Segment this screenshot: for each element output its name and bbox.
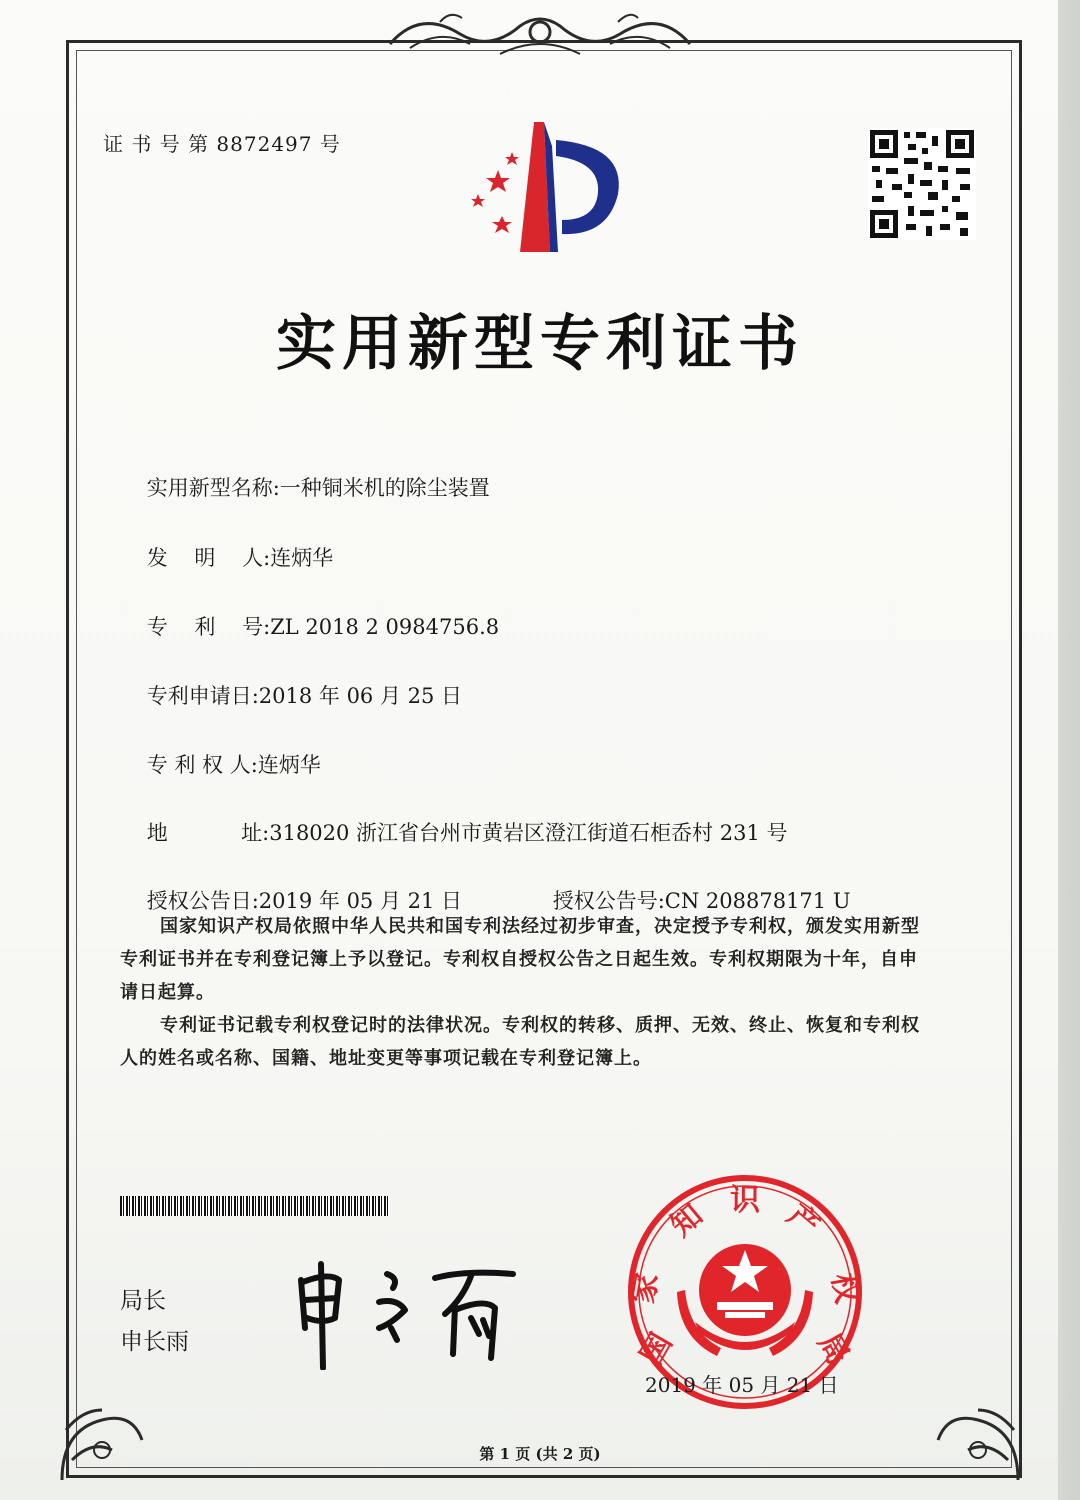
field-patent-number	[120, 587, 499, 665]
field-inventor	[120, 518, 333, 596]
field-application-date	[120, 656, 462, 734]
handwritten-signature-icon	[295, 1258, 525, 1370]
field-label: 地 址:	[146, 821, 270, 845]
field-label: 实用新型名称:	[146, 476, 280, 500]
seal-char: 局	[810, 1327, 856, 1371]
field-address	[120, 793, 788, 871]
background-edge	[1058, 0, 1080, 1500]
patent-office-logo-icon	[458, 116, 628, 258]
field-label: 专 利 权 人:	[146, 753, 258, 777]
legal-paragraph-1: 国家知识产权局依照中华人民共和国专利法经过初步审查，决定授予专利权，颁发实用新型专利证书并在专利登记簿上予以登记。专利权自授权公告之日起生效。专利权期限为十年，自申请日起算。	[120, 916, 920, 1003]
field-label: 发 明 人:	[146, 546, 271, 570]
field-label: 授权公告号:	[552, 889, 665, 913]
field-value: 一种铜米机的除尘装置	[279, 476, 490, 500]
seal-char: 权	[824, 1270, 865, 1307]
field-patentee	[120, 725, 321, 803]
director-title: 局长	[120, 1288, 166, 1314]
legal-paragraph-2: 专利证书记载专利权登记时的法律状况。专利权的转移、质押、无效、终止、恢复和专利权人的姓名或名称、国籍、地址变更等事项记载在专利登记簿上。	[120, 1015, 920, 1069]
seal-char: 产	[780, 1197, 826, 1244]
field-value: 2019 年 05 月 21 日	[258, 889, 463, 913]
certificate-number: 证 书 号 第 8872497 号	[103, 132, 341, 156]
corner-ornament-right-icon	[918, 1390, 1028, 1490]
field-value: 连炳华	[257, 753, 321, 777]
seal-char: 知	[664, 1197, 710, 1244]
field-utility-model-name	[120, 448, 490, 526]
certificate-title: 实用新型专利证书	[276, 309, 804, 379]
page-number: 第 1 页 (共 2 页)	[479, 1445, 601, 1463]
seal-date: 2019 年 05 月 21 日	[645, 1373, 839, 1397]
corner-ornament-left-icon	[52, 1390, 162, 1490]
seal-char: 家	[625, 1270, 666, 1307]
qr-code-icon	[868, 128, 976, 240]
field-value: 连炳华	[270, 546, 334, 570]
seal-char: 国	[634, 1327, 680, 1371]
top-ornament-icon	[380, 4, 700, 66]
field-label: 专利申请日:	[146, 684, 259, 708]
field-value: 318020 浙江省台州市黄岩区澄江街道石柜岙村 231 号	[269, 821, 788, 845]
field-value: 2018 年 06 月 25 日	[258, 684, 463, 708]
field-label: 授权公告日:	[146, 889, 259, 913]
field-label: 专 利 号:	[146, 615, 271, 639]
field-value: CN 208878171 U	[664, 889, 851, 913]
barcode-icon	[120, 1196, 390, 1216]
seal-char: 识	[730, 1183, 760, 1218]
director-name: 申长雨	[120, 1329, 189, 1355]
field-value: ZL 2018 2 0984756.8	[270, 615, 500, 639]
